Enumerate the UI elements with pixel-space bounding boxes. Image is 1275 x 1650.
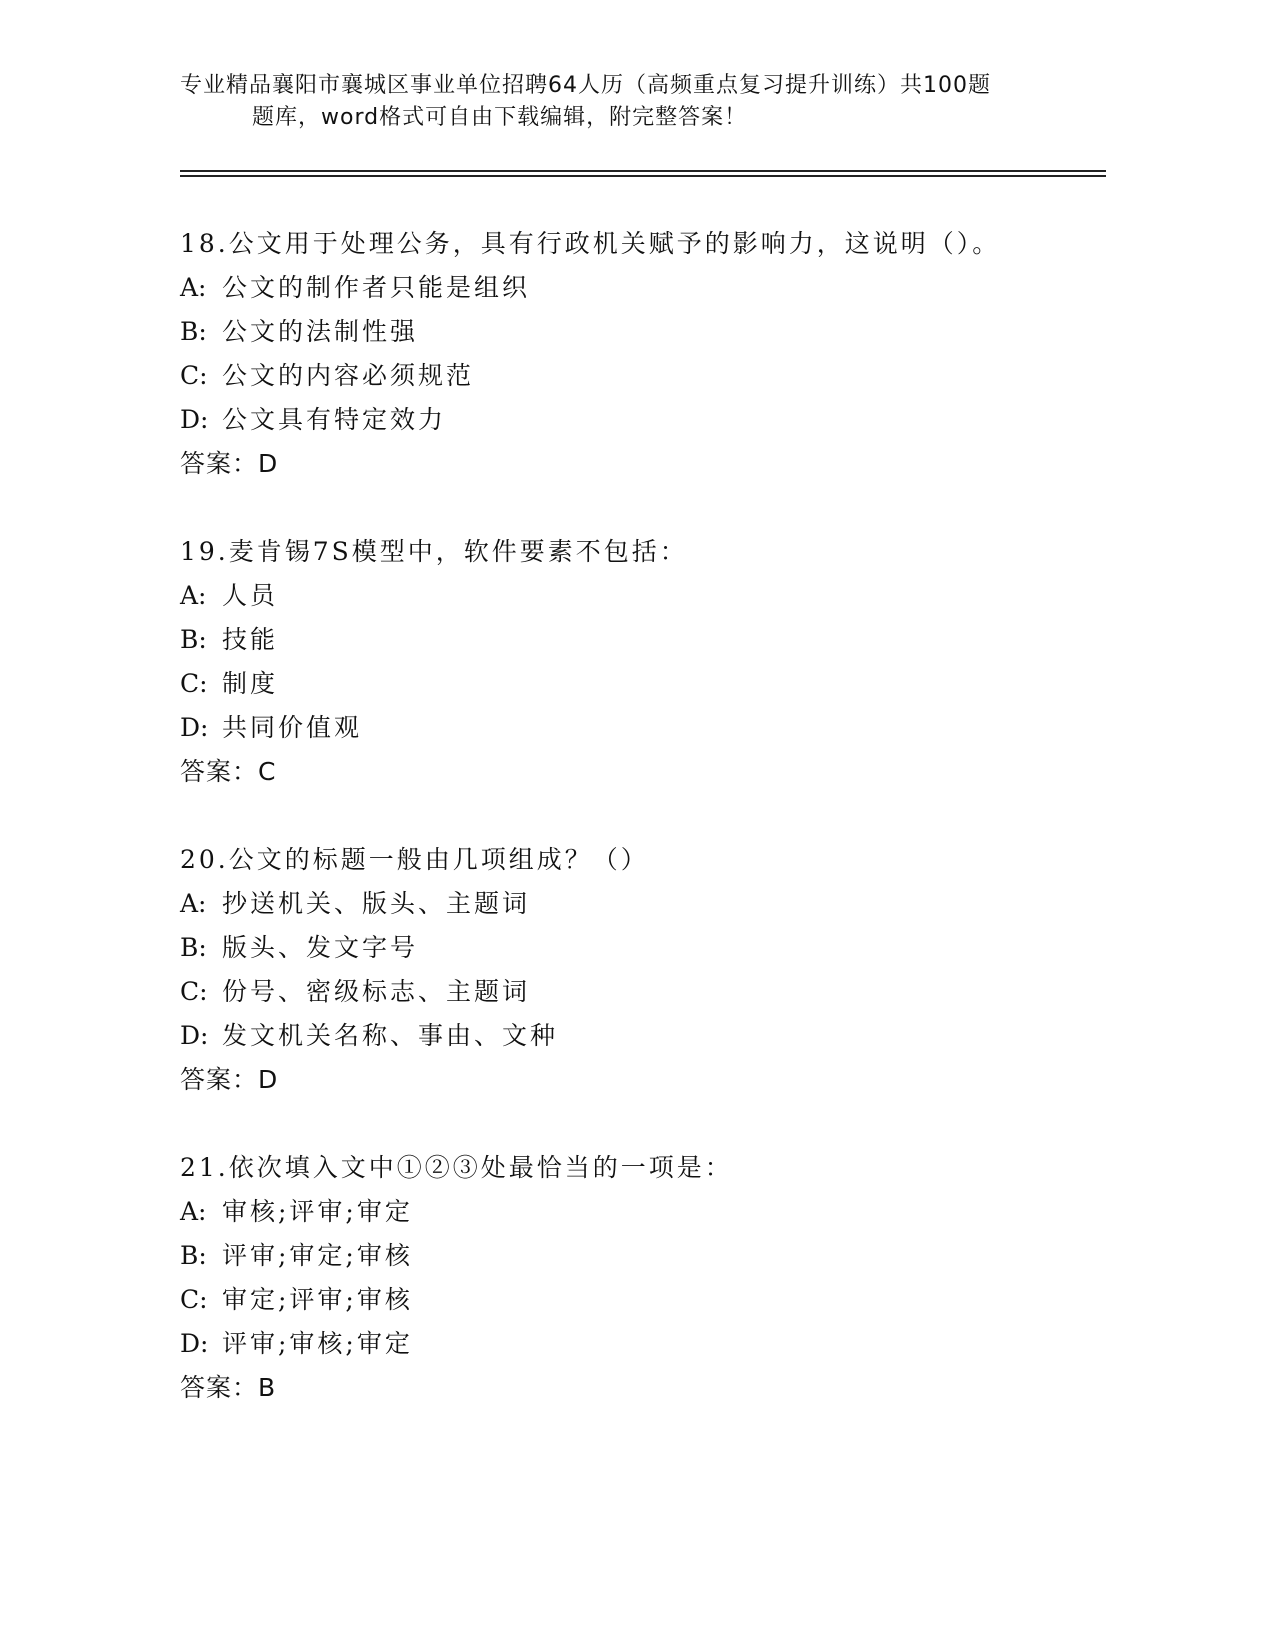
option-text: 审核;评审;审定 bbox=[222, 1197, 413, 1226]
option-text: 发文机关名称、事由、文种 bbox=[222, 1021, 559, 1050]
option-letter: C: bbox=[180, 361, 208, 390]
option-letter: C: bbox=[180, 1285, 208, 1314]
option-letter: C: bbox=[180, 977, 208, 1006]
option-letter: A: bbox=[180, 581, 207, 610]
option-text: 公文具有特定效力 bbox=[222, 405, 447, 434]
option-b bbox=[180, 618, 1110, 662]
option-letter: D: bbox=[180, 1329, 209, 1358]
header-title-line-1: 专业精品襄阳市襄城区事业单位招聘64人历（高频重点复习提升训练）共100题 bbox=[180, 73, 991, 98]
option-b bbox=[180, 310, 1110, 354]
question-number: 21. bbox=[180, 1153, 229, 1182]
question-20 bbox=[180, 838, 1110, 1102]
option-letter: C: bbox=[180, 669, 208, 698]
option-letter: A: bbox=[180, 273, 207, 302]
header-divider-top bbox=[180, 170, 1106, 172]
question-number: 18. bbox=[180, 229, 229, 258]
option-letter: A: bbox=[180, 1197, 207, 1226]
header-title-line-2: 题库，word格式可自由下载编辑，附完整答案！ bbox=[252, 105, 748, 130]
option-d bbox=[180, 398, 1110, 442]
option-d bbox=[180, 1322, 1110, 1366]
option-b bbox=[180, 1234, 1110, 1278]
option-c bbox=[180, 1278, 1110, 1322]
answer-line: 答案：D bbox=[180, 1065, 279, 1094]
document-header bbox=[180, 70, 1060, 134]
option-text: 技能 bbox=[222, 625, 279, 654]
option-letter: B: bbox=[180, 317, 207, 346]
option-letter: D: bbox=[180, 1021, 209, 1050]
option-letter: A: bbox=[180, 889, 207, 918]
option-text: 制度 bbox=[222, 669, 279, 698]
question-text: 依次填入文中①②③处最恰当的一项是： bbox=[228, 1153, 733, 1182]
option-text: 公文的内容必须规范 bbox=[222, 361, 475, 390]
option-text: 审定;评审;审核 bbox=[222, 1285, 413, 1314]
option-c bbox=[180, 354, 1110, 398]
option-text: 抄送机关、版头、主题词 bbox=[222, 889, 531, 918]
option-a bbox=[180, 1190, 1110, 1234]
answer-line: 答案：D bbox=[180, 449, 279, 478]
option-d bbox=[180, 706, 1110, 750]
question-18 bbox=[180, 222, 1110, 486]
option-text: 版头、发文字号 bbox=[222, 933, 419, 962]
option-a bbox=[180, 574, 1110, 618]
option-c bbox=[180, 662, 1110, 706]
question-number: 19. bbox=[180, 537, 229, 566]
question-list bbox=[180, 222, 1110, 1454]
question-text: 公文用于处理公务，具有行政机关赋予的影响力，这说明（）。 bbox=[228, 229, 1001, 258]
option-letter: D: bbox=[180, 713, 209, 742]
option-c bbox=[180, 970, 1110, 1014]
header-divider-bottom bbox=[180, 175, 1106, 177]
question-21 bbox=[180, 1146, 1110, 1410]
option-a bbox=[180, 882, 1110, 926]
option-letter: B: bbox=[180, 1241, 207, 1270]
question-text: 公文的标题一般由几项组成？（） bbox=[228, 845, 649, 874]
option-text: 公文的法制性强 bbox=[222, 317, 419, 346]
option-text: 人员 bbox=[222, 581, 279, 610]
option-text: 评审;审定;审核 bbox=[222, 1241, 413, 1270]
option-b bbox=[180, 926, 1110, 970]
answer-line: 答案：B bbox=[180, 1373, 277, 1402]
question-19 bbox=[180, 530, 1110, 794]
option-letter: B: bbox=[180, 625, 207, 654]
option-letter: B: bbox=[180, 933, 207, 962]
question-text: 麦肯锡7S模型中，软件要素不包括： bbox=[228, 537, 688, 566]
question-stem bbox=[180, 222, 1110, 266]
option-text: 份号、密级标志、主题词 bbox=[222, 977, 531, 1006]
answer-line: 答案：C bbox=[180, 757, 277, 786]
question-number: 20. bbox=[180, 845, 229, 874]
option-text: 评审;审核;审定 bbox=[222, 1329, 413, 1358]
option-letter: D: bbox=[180, 405, 209, 434]
question-stem bbox=[180, 530, 1110, 574]
option-text: 共同价值观 bbox=[222, 713, 363, 742]
question-stem bbox=[180, 838, 1110, 882]
option-d bbox=[180, 1014, 1110, 1058]
option-a bbox=[180, 266, 1110, 310]
question-stem bbox=[180, 1146, 1110, 1190]
option-text: 公文的制作者只能是组织 bbox=[222, 273, 531, 302]
